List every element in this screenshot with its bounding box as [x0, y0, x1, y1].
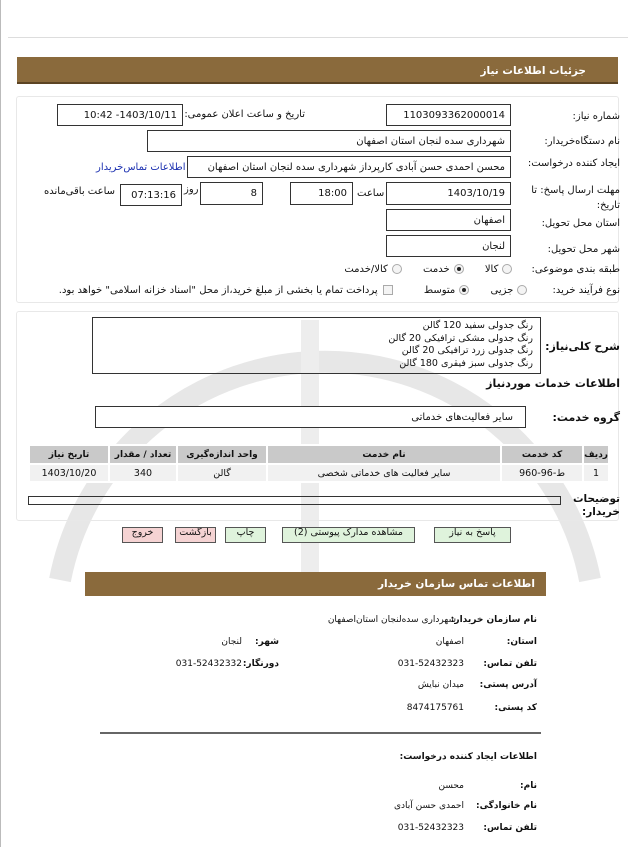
process-minor-radio[interactable] [517, 285, 527, 295]
announce-field: 1403/10/11- 10:42 [57, 104, 183, 126]
col-qty: تعداد / مقدار [109, 445, 177, 464]
description-line: رنگ جدولی سفید 120 گالن [422, 320, 533, 331]
process-minor-label: جزیی [490, 285, 514, 296]
buyer-notes-label: توضیحات خریدار: [572, 493, 620, 518]
process-medium-label: متوسط [423, 285, 456, 296]
category-both-radio[interactable] [392, 264, 402, 274]
category-goods-label: کالا [484, 264, 499, 275]
deadline-time-field: 18:00 [290, 182, 353, 205]
respond-button[interactable]: پاسخ به نیاز [434, 527, 511, 543]
col-row: ردیف [583, 445, 609, 464]
buyer-notes-field [28, 496, 561, 505]
service-group-label: گروه خدمت: [552, 411, 620, 424]
family-label: نام خانوادگی: [475, 801, 537, 811]
city-field: لنجان [386, 235, 511, 257]
address-value: میدان نبایش [417, 680, 464, 690]
back-button[interactable]: بازگشت [175, 527, 216, 543]
col-date: تاریخ نیاز [29, 445, 109, 464]
remaining-label: ساعت باقی‌مانده [44, 186, 116, 197]
cell-name: سایر فعالیت های خدماتی شخصی [267, 464, 501, 482]
service-group-field: سایر فعالیت‌های خدماتی [95, 406, 526, 428]
deadline-date-field: 1403/10/19 [386, 182, 511, 205]
cell-qty: 340 [109, 464, 177, 482]
cell-code: ط-96-960 [501, 464, 583, 482]
fax-label: دورنگار: [242, 659, 279, 669]
family-value: احمدی حسن آبادی [393, 801, 464, 811]
description-line: رنگ جدولی سبز فیقری 180 گالن [399, 357, 533, 369]
contact-title: اطلاعات تماس سازمان خریدار [378, 578, 535, 590]
city-contact-label: شهر: [255, 637, 279, 647]
city-label: شهر محل تحویل: [547, 244, 620, 255]
creator-phone-label: تلفن تماس: [483, 823, 537, 833]
phone-value: 031-52432323 [397, 659, 464, 669]
category-goods-radio[interactable] [502, 264, 512, 274]
description-box [92, 317, 541, 374]
cell-date: 1403/10/20 [29, 464, 109, 482]
province-contact-value: اصفهان [435, 637, 464, 647]
top-rule [8, 37, 628, 38]
buyer-label: نام دستگاه‌خریدار: [544, 136, 620, 147]
cell-row: 1 [583, 464, 609, 482]
services-table [28, 444, 610, 483]
days-label: روز [184, 184, 199, 195]
description-label: شرح کلی‌نیاز: [545, 340, 620, 353]
name-value: محسن [438, 781, 464, 791]
announce-label: تاریخ و ساعت اعلان عمومی: [184, 109, 305, 120]
remaining-field: 07:13:16 [120, 184, 182, 206]
cell-unit: گالن [177, 464, 267, 482]
category-service-radio[interactable] [454, 264, 464, 274]
province-field: اصفهان [386, 209, 511, 231]
creator-phone-value: 031-52432323 [397, 823, 464, 833]
fax-value: 031-52432332 [175, 659, 242, 669]
org-label: نام سازمان خریدار: [450, 615, 537, 625]
payment-note: پرداخت تمام یا بخشی از مبلغ خرید،از محل "اسناد خزانه اسلامی" خواهد بود. [58, 285, 378, 296]
category-label: طبقه بندی موضوعی: [531, 264, 620, 275]
creator-label: ایجاد کننده درخواست: [527, 158, 620, 169]
creator-field: محسن احمدی حسن آبادی کارپرداز شهرداری سده لنجان استان اصفهان [187, 156, 511, 178]
print-button[interactable]: چاپ [225, 527, 266, 543]
process-medium-radio[interactable] [459, 285, 469, 295]
description-line: رنگ جدولی زرد ترافیکی 20 گالن [401, 345, 533, 356]
org-value: شهرداری سده‌لنجان استان‌اصفهان [327, 615, 456, 625]
province-label: استان محل تحویل: [541, 218, 620, 229]
city-contact-value: لنجان [221, 637, 242, 647]
category-row [344, 264, 620, 275]
postal-value: 8474175761 [406, 703, 464, 713]
deadline-label: مهلت ارسال پاسخ: تا تاریخ: [531, 185, 620, 211]
postal-label: کد پستی: [494, 703, 537, 713]
attachments-button[interactable]: مشاهده مدارک پیوستی (2) [282, 527, 415, 543]
treasury-checkbox[interactable] [383, 285, 393, 295]
category-both-label: کالا/خدمت [344, 264, 388, 275]
page-frame-left [0, 0, 1, 847]
col-unit: واحد اندازه‌گیری [177, 445, 267, 464]
need-number-label: شماره نیاز: [572, 111, 620, 122]
process-label: نوع فرآیند خرید: [552, 285, 620, 296]
buyer-contact-link[interactable]: اطلاعات تماس‌خریدار [96, 162, 186, 173]
need-number-field: 1103093362000014 [386, 104, 511, 126]
services-title: اطلاعات خدمات موردنیاز [486, 377, 620, 390]
divider [100, 732, 541, 734]
buyer-field: شهرداری سده لنجان استان اصفهان [147, 130, 511, 152]
name-label: نام: [520, 781, 537, 791]
days-field: 8 [200, 182, 263, 205]
process-row [59, 285, 620, 296]
province-contact-label: استان: [506, 637, 537, 647]
col-code: کد خدمت [501, 445, 583, 464]
phone-label: تلفن تماس: [483, 659, 537, 669]
col-name: نام خدمت [267, 445, 501, 464]
time-label: ساعت [357, 188, 385, 199]
category-service-label: خدمت [423, 264, 450, 275]
page-title: جزئیات اطلاعات نیاز [480, 65, 586, 77]
description-line: رنگ جدولی مشکی ترافیکی 20 گالن [388, 332, 533, 344]
creator-info-title: اطلاعات ایجاد کننده درخواست: [399, 752, 537, 762]
exit-button[interactable]: خروج [122, 527, 163, 543]
table-row [29, 464, 609, 482]
address-label: آدرس پستی: [479, 680, 537, 690]
